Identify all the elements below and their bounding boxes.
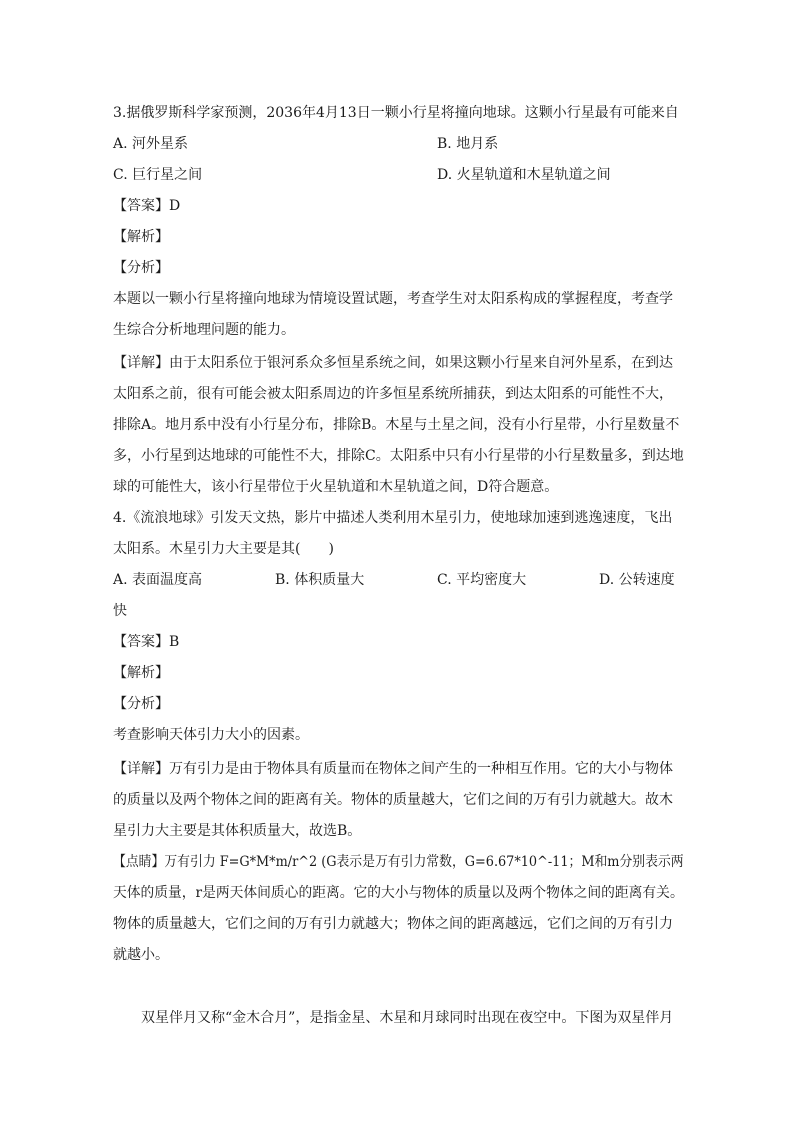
- q4-dianjing-line: 天体的质量，r是两天体间质心的距离。它的大小与物体的质量以及两个物体之间的距离有关。: [113, 885, 684, 901]
- q3-fenxi-heading: 【分析】: [113, 260, 169, 276]
- q4-fenxi-heading: 【分析】: [113, 696, 169, 712]
- q3-detail-line: 球的可能性大，该小行星带位于火星轨道和木星轨道之间，D符合题意。: [113, 479, 559, 495]
- q4-dianjing-line: 就越小。: [113, 947, 169, 963]
- q3-option-a: A. 河外星系: [113, 136, 189, 152]
- q4-stem-line: 4.《流浪地球》引发天文热，影片中描述人类利用木星引力，使地球加速到逃逸速度，飞出: [113, 510, 673, 526]
- q4-dianjing-line: 物体的质量越大，它们之间的万有引力就越大；物体之间的距离越远，它们之间的万有引力: [113, 916, 673, 932]
- q4-option-a: A. 表面温度高: [113, 572, 203, 588]
- q4-detail-line: 的质量以及两个物体之间的距离有关。物体的质量越大，它们之间的万有引力就越大。故木: [113, 792, 673, 808]
- q3-detail-line: 【详解】由于太阳系位于银河系众多恒星系统之间，如果这颗小行星来自河外星系，在到达: [113, 355, 673, 371]
- q3-answer: 【答案】D: [113, 198, 181, 214]
- q4-option-d: D. 公转速度: [599, 572, 675, 588]
- q3-option-c: C. 巨行星之间: [113, 167, 203, 183]
- q3-stem: 3.据俄罗斯科学家预测，2036年4月13日一颗小行星将撞向地球。这颗小行星最有可能来自: [113, 105, 679, 121]
- q3-option-b: B. 地月系: [437, 136, 499, 152]
- q4-stem-line: 太阳系。木星引力大主要是其( ): [113, 541, 334, 557]
- q3-jiexi-heading: 【解析】: [113, 229, 169, 245]
- q3-analysis-line: 本题以一颗小行星将撞向地球为情境设置试题，考查学生对太阳系构成的掌握程度，考查学: [113, 291, 673, 307]
- q4-option-b: B. 体积质量大: [275, 572, 365, 588]
- q3-detail-line: 太阳系之前，很有可能会被太阳系周边的许多恒星系统所捕获，到达太阳系的可能性不大，: [113, 386, 673, 402]
- q3-analysis-line: 生综合分析地理问题的能力。: [113, 322, 295, 338]
- q3-option-d: D. 火星轨道和木星轨道之间: [437, 167, 611, 183]
- q3-detail-line: 多，小行星到达地球的可能性不大，排除C。太阳系中只有小行星带的小行星数量多，到达地: [113, 448, 684, 464]
- q4-detail-line: 星引力大主要是其体积质量大，故选B。: [113, 823, 362, 839]
- q4-detail-line: 【详解】万有引力是由于物体具有质量而在物体之间产生的一种相互作用。它的大小与物体: [113, 761, 673, 777]
- q4-option-d-wrap: 快: [113, 603, 127, 619]
- q4-analysis-line: 考查影响天体引力大小的因素。: [113, 727, 309, 743]
- q4-dianjing-line: 【点睛】万有引力 F=G*M*m/r^2 (G表示是万有引力常数，G=6.67*10^-11；M和m分别表示两: [113, 854, 684, 870]
- q3-detail-line: 排除A。地月系中没有小行星分布，排除B。木星与土星之间，没有小行星带，小行星数量不: [113, 417, 680, 433]
- q4-answer: 【答案】B: [113, 634, 180, 650]
- passage-intro: 双星伴月又称“金木合月”，是指金星、木星和月球同时出现在夜空中。下图为双星伴月: [141, 1010, 674, 1026]
- q4-option-c: C. 平均密度大: [437, 572, 527, 588]
- q4-jiexi-heading: 【解析】: [113, 665, 169, 681]
